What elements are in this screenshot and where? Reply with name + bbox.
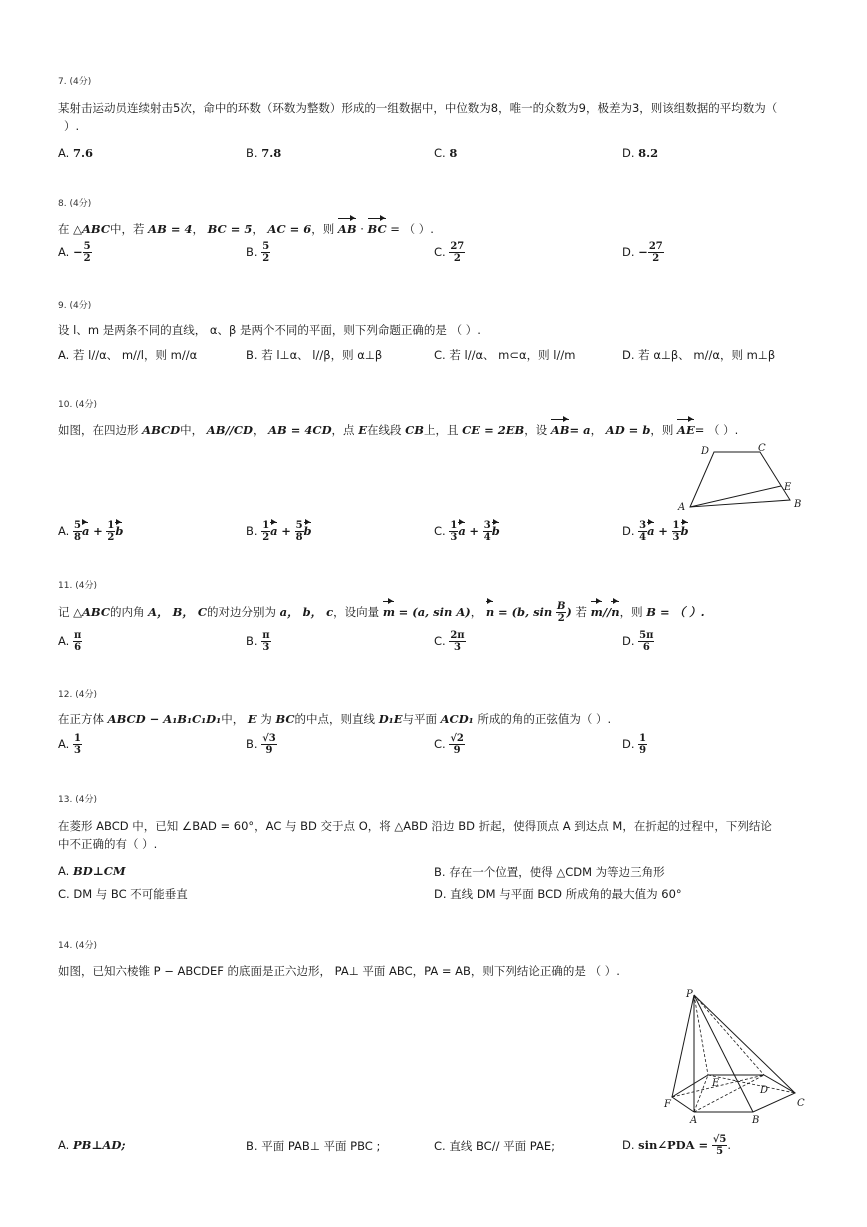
q11-option-c[interactable]: C. $\frac{2\pi}{3}$ — [434, 630, 465, 653]
q9-option-c[interactable]: C. 若 l//α、 m⊂α，则 l//m — [434, 348, 576, 362]
q11-option-b[interactable]: B. $\frac{\pi}{3}$ — [246, 630, 270, 653]
question-13-stem: 在菱形 ABCD 中，已知 ∠BAD = 60°，AC 与 BD 交于点 O，将 △ABD 沿边 BD 折起，使得顶点 A 到达点 M，在折起的过程中，下列结论 中不正确的有（ ）. — [58, 819, 772, 851]
q10-label-a: A — [678, 502, 686, 513]
q10-option-c[interactable]: C. $\frac{1}{3}$ a + $\frac{3}{4}$ b — [434, 520, 500, 543]
question-9-number: 9. (4分) — [58, 301, 92, 311]
question-12-number: 12. (4分) — [58, 690, 97, 700]
question-7-number: 7. (4分) — [58, 77, 92, 87]
q10-option-a[interactable]: A. $\frac{5}{8}$ a + $\frac{1}{2}$ b — [58, 520, 124, 543]
question-10-stem: 如图，在四边形 ABCD中， AB//CD， AB = 4CD，点 E在线段 CB上，且 CE = 2EB，设 AB= a， AD = b，则 AE= （ ）. — [58, 423, 739, 437]
q12-option-a[interactable]: A. $\frac{1}{3}$ — [58, 733, 81, 756]
q10-option-b[interactable]: B. $\frac{1}{2}$ a + $\frac{5}{8}$ b — [246, 520, 312, 543]
q14-label-p: P — [686, 989, 693, 1000]
q10-quadrilateral-figure — [672, 440, 812, 516]
q7-option-a[interactable]: A. 7.6 — [58, 146, 93, 160]
question-13-number: 13. (4分) — [58, 795, 97, 805]
q14-label-f: F — [664, 1099, 671, 1110]
q13-option-b[interactable]: B. 存在一个位置，使得 △CDM 为等边三角形 — [434, 865, 665, 879]
q13-option-c[interactable]: C. DM 与 BC 不可能垂直 — [58, 887, 188, 901]
q10-label-d: D — [701, 446, 710, 457]
q7-option-c[interactable]: C. 8 — [434, 146, 458, 160]
q10-option-d[interactable]: D. $\frac{3}{4}$ a + $\frac{1}{3}$ b — [622, 520, 689, 543]
q8-option-d[interactable]: D. − $\frac{27}{2}$ — [622, 241, 663, 264]
q14-label-d: D — [760, 1085, 769, 1096]
question-10-number: 10. (4分) — [58, 400, 97, 410]
question-7-stem: 某射击运动员连续射击5次，命中的环数（环数为整数）形成的一组数据中，中位数为8，唯一的众数为9，极差为3，则该组数据的平均数为（ ）. — [58, 101, 778, 133]
question-11-number: 11. (4分) — [58, 581, 97, 591]
q7-option-d[interactable]: D. 8.2 — [622, 146, 659, 160]
q9-option-a[interactable]: A. 若 l//α、 m//l，则 m//α — [58, 348, 198, 362]
question-14-stem: 如图，已知六棱锥 P − ABCDEF 的底面是正六边形， PA⊥ 平面 ABC，PA = AB，则下列结论正确的是 （ ）. — [58, 964, 620, 978]
q13-option-d[interactable]: D. 直线 DM 与平面 BCD 所成角的最大值为 60° — [434, 887, 682, 901]
q12-option-b[interactable]: B. $\frac{√3}{9}$ — [246, 733, 276, 756]
q7-option-b[interactable]: B. 7.8 — [246, 146, 282, 160]
q12-option-d[interactable]: D. $\frac{1}{9}$ — [622, 733, 647, 756]
q14-label-a: A — [690, 1115, 698, 1125]
q10-label-e: E — [784, 482, 792, 493]
q14-label-b: B — [752, 1115, 760, 1125]
q13-option-a[interactable]: A. BD⊥CM — [58, 864, 126, 878]
q14-label-c: C — [797, 1098, 805, 1109]
q11-option-d[interactable]: D. $\frac{5\pi}{6}$ — [622, 630, 654, 653]
q12-option-c[interactable]: C. $\frac{√2}{9}$ — [434, 733, 464, 756]
question-8-number: 8. (4分) — [58, 199, 92, 209]
q8-option-a[interactable]: A. − $\frac{5}{2}$ — [58, 241, 91, 264]
q10-label-c: C — [758, 443, 766, 454]
q8-option-b[interactable]: B. $\frac{5}{2}$ — [246, 241, 270, 264]
q10-label-b: B — [794, 499, 802, 510]
q14-option-b[interactable]: B. 平面 PAB⊥ 平面 PBC ; — [246, 1139, 381, 1153]
q14-option-a[interactable]: A. PB⊥AD; — [58, 1138, 126, 1152]
question-8-stem: 在 △ABC中，若 AB = 4， BC = 5， AC = 6，则 AB · BC = （ ）. — [58, 222, 434, 236]
q14-option-d[interactable]: D. sin∠PDA = $\frac{√5}{5}$ . — [622, 1134, 732, 1157]
q14-label-e: E — [712, 1078, 720, 1089]
question-11-stem: 记 △ABC的内角 A， B， C的对边分别为 a， b， c，设向量 m = (a, sin A)， n = (b, sin $\frac{B}{2}$ ) 若 m//n，则 B = （ ）. — [58, 601, 705, 624]
question-12-stem: 在正方体 ABCD − A₁B₁C₁D₁中， E 为 BC的中点，则直线 D₁E与平面 ACD₁ 所成的角的正弦值为（ ）. — [58, 712, 612, 726]
q14-option-c[interactable]: C. 直线 BC// 平面 PAE; — [434, 1139, 555, 1153]
question-14-number: 14. (4分) — [58, 941, 97, 951]
q9-option-d[interactable]: D. 若 α⊥β、 m//α，则 m⊥β — [622, 348, 776, 362]
question-9-stem: 设 l、m 是两条不同的直线， α、β 是两个不同的平面，则下列命题正确的是 （ ）. — [58, 323, 481, 337]
q8-option-c[interactable]: C. $\frac{27}{2}$ — [434, 241, 465, 264]
q9-option-b[interactable]: B. 若 l⊥α、 l//β，则 α⊥β — [246, 348, 383, 362]
q11-option-a[interactable]: A. $\frac{\pi}{6}$ — [58, 630, 82, 653]
q14-pyramid-figure — [660, 985, 820, 1125]
